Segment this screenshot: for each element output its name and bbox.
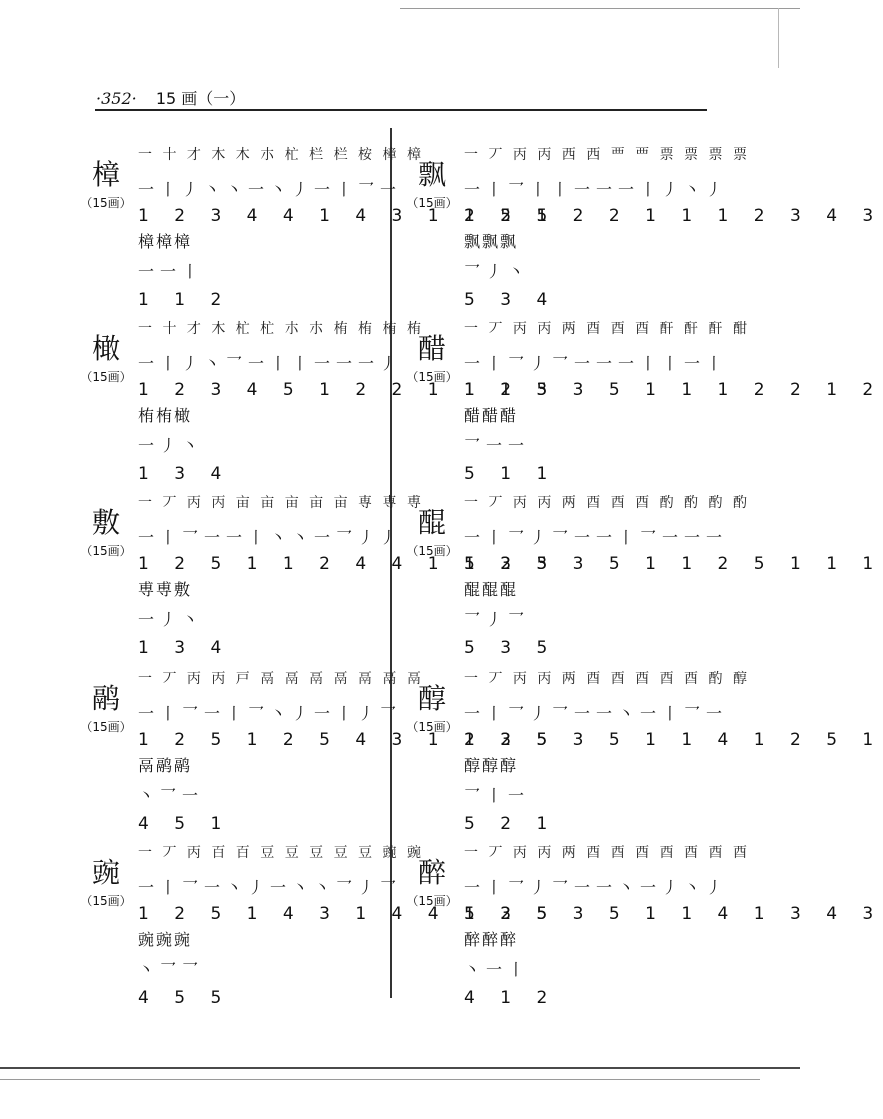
stroke-sequence-forms: 一 丆 丙 丙 亩 亩 亩 亩 亩 専 専 尃: [138, 495, 424, 511]
stroke-shapes: 一丨乛一一丨丶丶一乛丿丿: [138, 528, 403, 547]
entry-character: 豌: [91, 856, 120, 889]
entry-character: 樟: [91, 158, 120, 191]
entry-9: [406, 666, 883, 846]
stroke-sequence-forms-continued: 栯栯橄: [138, 406, 193, 425]
stroke-shapes: 一丨乛丨丨一一一丨丿丶丿: [464, 180, 729, 199]
stroke-shapes-continued: 乛丿丶: [464, 262, 531, 281]
stroke-numbers: 1 2 5 2 2 1 1 1 2 3 4 3: [464, 206, 883, 226]
entry-character: 醌: [417, 506, 446, 539]
stroke-sequence-forms-continued: 醉醉醉: [464, 930, 519, 949]
stroke-numbers: 1 2 5 3 5 1 1 4 1 3 4 3: [464, 904, 883, 924]
stroke-count-note: （15画）: [406, 544, 458, 558]
section-title: 15 画（一）: [155, 89, 246, 108]
entry-character: 醉: [417, 856, 446, 889]
entry-10: [406, 840, 883, 1020]
stroke-numbers: 1 2 3 4 4 1 4 3 1 2 5 1: [138, 206, 558, 226]
stroke-sequence-forms-continued: 醇醇醇: [464, 756, 519, 775]
stroke-sequence-forms-continued: 醋醋醋: [464, 406, 519, 425]
stroke-sequence-forms: 一 丆 丙 丙 西 西 覀 覀 票 票 票 票: [464, 147, 750, 163]
stroke-sequence-forms-continued: 豌豌豌: [138, 930, 193, 949]
stroke-numbers-continued: 5 3 5: [464, 638, 558, 658]
entry-character: 醋: [417, 332, 446, 365]
stroke-shapes-continued: 一丿丶: [138, 610, 205, 629]
stroke-numbers-continued: 4 1 2: [464, 988, 558, 1008]
stroke-sequence-forms: 一 丆 丙 丙 戸 鬲 鬲 鬲 鬲 鬲 鬲 鬲: [138, 671, 424, 687]
stroke-shapes-continued: 丶一丨: [464, 960, 531, 979]
stroke-numbers-continued: 1 3 4: [138, 464, 232, 484]
entry-character: 敷: [91, 506, 120, 539]
stroke-shapes: 一丨乛丿乛一一丶一丨乛一: [464, 704, 729, 723]
stroke-sequence-forms: 一 丆 丙 丙 两 酉 酉 酉 酉 酉 酉 酉: [464, 845, 750, 861]
page-number: ·352·: [96, 89, 137, 108]
stroke-sequence-forms-continued: 樟樟樟: [138, 232, 193, 251]
stroke-shapes-continued: 丶乛乛: [138, 960, 205, 979]
stroke-numbers-continued: 1 1 2: [138, 290, 232, 310]
stroke-sequence-forms-continued: 尃尃敷: [138, 580, 193, 599]
stroke-sequence-forms-continued: 飘飘飘: [464, 232, 519, 251]
stroke-sequence-forms: 一 十 才 木 杧 杧 朩 朩 栯 栯 栯 栯: [138, 321, 424, 337]
stroke-sequence-forms: 一 丆 丙 丙 两 酉 酉 酉 酌 酌 酌 酌: [464, 495, 750, 511]
stroke-shapes: 一丨乛一丶丿一丶丶乛丿乛: [138, 878, 403, 897]
stroke-numbers-continued: 5 2 1: [464, 814, 558, 834]
entry-7: [406, 316, 883, 496]
stroke-numbers-continued: 4 5 5: [138, 988, 232, 1008]
entry-6: [406, 142, 883, 322]
stroke-sequence-forms: 一 丆 丙 丙 两 酉 酉 酉 酐 酐 酐 酣: [464, 321, 750, 337]
stroke-shapes-continued: 乛丨一: [464, 786, 531, 805]
stroke-count-note: （15画）: [406, 196, 458, 210]
header-rule: [95, 109, 707, 111]
stroke-shapes: 一丨丿丶丶一丶丿一丨乛一: [138, 180, 403, 199]
stroke-numbers: 1 2 5 1 4 3 1 4 4 5 3 5: [138, 904, 558, 924]
stroke-numbers-continued: 1 3 4: [138, 638, 232, 658]
stroke-sequence-forms-continued: 鬲鹝鹝: [138, 756, 193, 775]
stroke-shapes-continued: 一一丨: [138, 262, 205, 281]
stroke-count-note: （15画）: [80, 196, 132, 210]
stroke-shapes: 一丨乛丿乛一一丶一丿丶丿: [464, 878, 729, 897]
stroke-shapes: 一丨丿丶乛一丨丨一一一丿: [138, 354, 403, 373]
stroke-shapes: 一丨乛丿乛一一丨乛一一一: [464, 528, 729, 547]
stroke-numbers: 1 2 5 1 2 5 4 3 1 2 3 5: [138, 730, 558, 750]
stroke-shapes-continued: 丶乛一: [138, 786, 205, 805]
stroke-numbers-continued: 4 5 1: [138, 814, 232, 834]
stroke-numbers: 1 2 5 3 5 1 1 2 5 1 1 1: [464, 554, 883, 574]
stroke-count-note: （15画）: [80, 894, 132, 908]
scan-top-line: [400, 8, 800, 9]
footer-rule-thin: [0, 1079, 760, 1080]
scan-edge-mark: [778, 8, 779, 68]
stroke-shapes: 一丨乛一丨乛丶丿一丨丿乛: [138, 704, 403, 723]
stroke-count-note: （15画）: [80, 720, 132, 734]
stroke-numbers: 1 2 5 1 1 2 4 4 1 5 3 3: [138, 554, 558, 574]
stroke-count-note: （15画）: [406, 894, 458, 908]
stroke-numbers-continued: 5 3 4: [464, 290, 558, 310]
stroke-sequence-forms: 一 丆 丙 百 百 豆 豆 豆 豆 豆 豌 豌: [138, 845, 424, 861]
entry-8: [406, 490, 883, 670]
stroke-numbers: 1 2 3 4 5 1 2 2 1 1 1 3: [138, 380, 558, 400]
stroke-numbers: 1 2 5 3 5 1 1 1 2 2 1 2: [464, 380, 883, 400]
stroke-count-note: （15画）: [406, 720, 458, 734]
stroke-shapes: 一丨乛丿乛一一一丨丨一丨: [464, 354, 729, 373]
stroke-numbers: 1 2 5 3 5 1 1 4 1 2 5 1: [464, 730, 883, 750]
stroke-shapes-continued: 乛丿乛: [464, 610, 531, 629]
stroke-sequence-forms: 一 丆 丙 丙 两 酉 酉 酉 酉 酉 酌 醇: [464, 671, 750, 687]
stroke-count-note: （15画）: [80, 370, 132, 384]
stroke-count-note: （15画）: [406, 370, 458, 384]
page-header: [96, 86, 245, 110]
stroke-shapes-continued: 一丿丶: [138, 436, 205, 455]
stroke-shapes-continued: 乛一一: [464, 436, 531, 455]
stroke-sequence-forms: 一 十 才 木 木 朩 杧 栏 栏 桉 樟 樟: [138, 147, 424, 163]
stroke-sequence-forms-continued: 醌醌醌: [464, 580, 519, 599]
footer-rule: [0, 1067, 800, 1069]
stroke-count-note: （15画）: [80, 544, 132, 558]
entry-character: 醇: [417, 682, 446, 715]
stroke-numbers-continued: 5 1 1: [464, 464, 558, 484]
entry-character: 橄: [91, 332, 120, 365]
entry-character: 飘: [417, 158, 446, 191]
entry-character: 鹝: [91, 682, 120, 715]
